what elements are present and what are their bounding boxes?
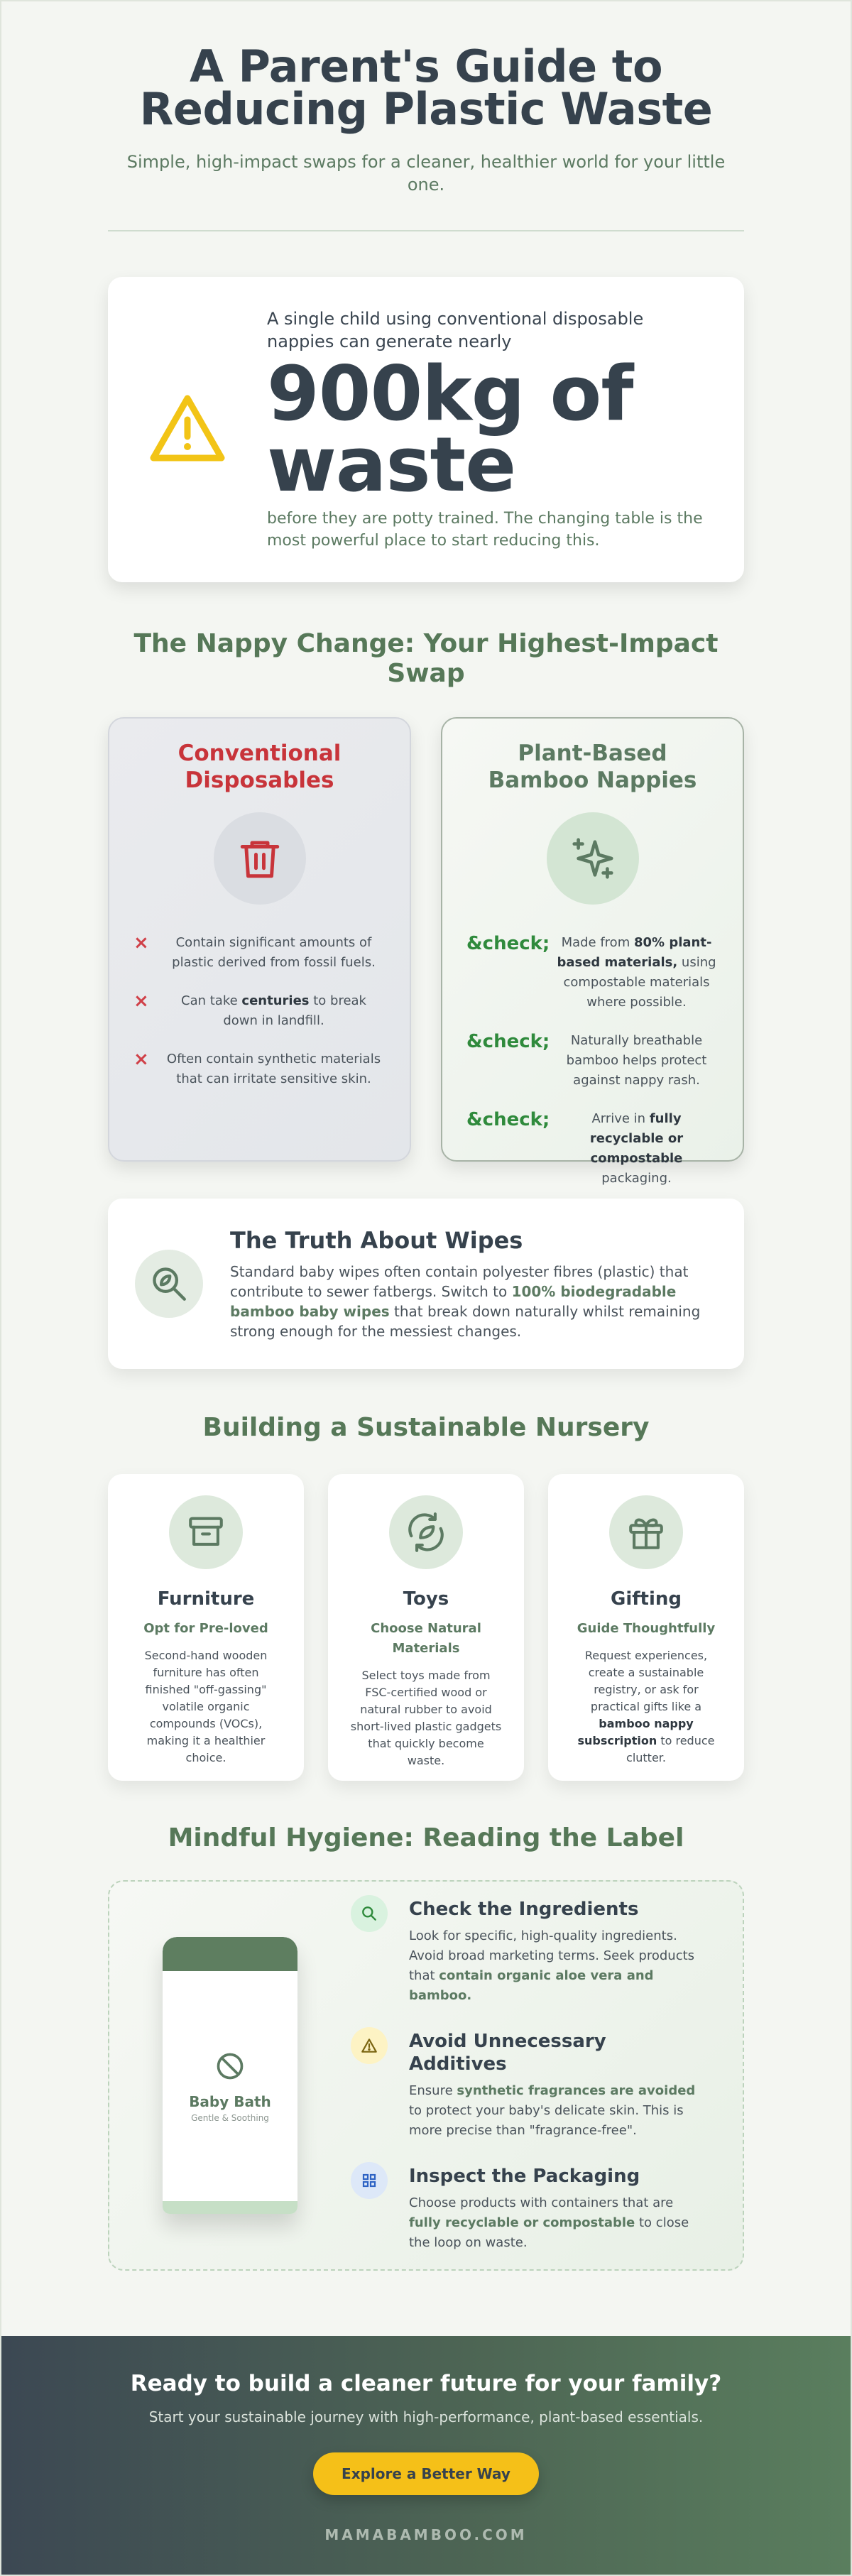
item-text: Contain significant amounts of plastic derived from fossil fuels. — [172, 935, 376, 970]
list-item — [466, 1031, 719, 1091]
wipes-text — [230, 1262, 704, 1341]
nursery-card-text — [569, 1647, 723, 1767]
item-text: Arrive in — [591, 1111, 650, 1126]
wipes-card — [108, 1199, 744, 1369]
bottle-base — [163, 2201, 297, 2214]
hygiene-text-part: Look for specific, high-quality ingredients. Avoid broad marketing terms. Seek products that — [409, 1928, 695, 1983]
hygiene-item-text — [409, 2081, 709, 2141]
bottle-label — [163, 2051, 297, 2123]
sparkle-icon — [547, 812, 639, 905]
bottle-name: Baby Bath — [189, 2093, 271, 2110]
stat-card — [108, 277, 744, 582]
nursery-card-subtitle: Opt for Pre-loved — [143, 1621, 268, 1636]
nursery-card-text — [349, 1667, 503, 1769]
nursery-text-part: Select toys made from FSC-certified wood or natural rubber to avoid short-lived plastic gadgets that quickly become waste. — [350, 1669, 502, 1767]
stat-figure-line-2: waste — [267, 421, 516, 508]
check-icon: &check; — [466, 1031, 550, 1052]
check-icon: &check; — [466, 933, 550, 954]
check-icon: &check; — [466, 1109, 550, 1130]
hero — [108, 1, 744, 231]
hygiene-item-title: Check the Ingredients — [409, 1899, 639, 1920]
no-symbol-icon — [163, 2051, 297, 2085]
nursery-card-subtitle: Guide Thoughtfully — [577, 1621, 716, 1636]
cross-icon: × — [133, 990, 149, 1012]
nursery-card-title: Furniture — [157, 1588, 255, 1610]
hygiene-item-text — [409, 1926, 709, 2006]
nursery-card-text — [129, 1647, 283, 1767]
hygiene-text-part: Choose products with containers that are — [409, 2195, 674, 2210]
bottle-subtitle: Gentle & Soothing — [191, 2113, 269, 2123]
nursery-emphasis: bamboo nappy subscription — [577, 1717, 694, 1747]
warning-icon — [148, 393, 227, 466]
magnifier-leaf-icon — [135, 1250, 203, 1318]
nursery-text-part: Request experiences, create a sustainable registry, or ask for practical gifts like a — [584, 1649, 708, 1713]
list-item — [351, 2165, 709, 2253]
hygiene-section-title: Mindful Hygiene: Reading the Label — [168, 1823, 684, 1852]
wipes-body — [230, 1226, 744, 1341]
footer-subtitle: Start your sustainable journey with high-performance, plant-based essentials. — [148, 2408, 704, 2425]
nursery-section-title: Building a Sustainable Nursery — [202, 1413, 650, 1442]
hygiene-text-part: to close the loop on waste. — [409, 2215, 689, 2250]
nursery-card-furniture — [108, 1474, 304, 1781]
footer-title: Ready to build a cleaner future for your family? — [130, 2371, 722, 2396]
nursery-card-toys — [328, 1474, 524, 1781]
list-item — [133, 1049, 386, 1089]
alert-triangle-icon — [351, 2027, 388, 2064]
item-emphasis: 80% plant-based materials, — [557, 935, 712, 970]
item-text: using compostable materials where possible. — [563, 955, 716, 1010]
hygiene-emphasis: contain organic aloe vera and bamboo. — [409, 1968, 654, 2003]
hygiene-item-title: Inspect the Packaging — [409, 2166, 640, 2187]
item-text: Naturally breathable bamboo helps protect against nappy rash. — [566, 1033, 707, 1088]
title-line-2: Reducing Plastic Waste — [139, 83, 713, 135]
nursery-card-gifting — [548, 1474, 744, 1781]
item-text: to break down in landfill. — [223, 993, 366, 1028]
nursery-cards — [108, 1474, 744, 1781]
stat-foot: before they are potty trained. The changing table is the most powerful place to start reducing this. — [267, 510, 703, 550]
item-emphasis: fully recyclable or compostable — [589, 1111, 684, 1166]
stat-figure — [267, 350, 704, 508]
bamboo-list — [466, 933, 719, 1189]
item-text: Often contain synthetic materials that can irritate sensitive skin. — [166, 1052, 381, 1086]
stat-body — [267, 307, 744, 552]
bottle-illustration — [109, 1937, 351, 2214]
stat-lead: A single child using conventional disposable nappies can generate nearly — [267, 309, 644, 351]
hygiene-item-text — [409, 2193, 709, 2253]
footer — [1, 2336, 851, 2575]
bottle — [163, 1937, 297, 2214]
archive-box-icon — [169, 1495, 243, 1569]
trash-icon — [214, 812, 306, 905]
hygiene-text-part: Ensure — [409, 2083, 457, 2098]
list-item — [351, 2030, 709, 2141]
title-line-1: A Parent's Guide to — [189, 40, 663, 92]
list-item — [133, 991, 386, 1031]
hygiene-panel — [108, 1880, 744, 2271]
wipes-text-part: that break down naturally whilst remaining strong enough for the messiest changes. — [230, 1303, 701, 1340]
conventional-title: Conventional Disposables — [178, 741, 342, 793]
nursery-card-subtitle: Choose Natural Materials — [371, 1621, 481, 1656]
hygiene-emphasis: fully recyclable or compostable — [409, 2215, 635, 2230]
list-item — [466, 1109, 719, 1189]
wipes-emphasis: 100% biodegradable bamboo baby wipes — [230, 1283, 677, 1320]
hygiene-item-title: Avoid Unnecessary Additives — [409, 2031, 606, 2075]
nursery-text-part: Second-hand wooden furniture has often finished "off-gassing" volatile organic compounds (VOCs), making it a healthier choice. — [144, 1649, 268, 1764]
conventional-card — [108, 717, 411, 1162]
hygiene-list — [351, 1898, 743, 2253]
brand-link[interactable]: MAMABAMBOO.COM — [324, 2526, 528, 2543]
item-text: Made from — [561, 935, 634, 950]
hygiene-item-body — [409, 2030, 709, 2141]
item-text: Can take — [181, 993, 242, 1008]
item-text: packaging. — [601, 1171, 672, 1186]
hygiene-emphasis: synthetic fragrances are avoided — [457, 2083, 696, 2098]
explore-button[interactable]: Explore a Better Way — [313, 2452, 539, 2495]
bamboo-card — [441, 717, 744, 1186]
wipes-title: The Truth About Wipes — [230, 1227, 523, 1254]
wipes-text-part: Standard baby wipes often contain polyester fibres (plastic) that contribute to sewer fatbergs. Switch to — [230, 1263, 689, 1300]
item-emphasis: centuries — [241, 993, 310, 1008]
list-item — [133, 933, 386, 973]
hygiene-item-body — [409, 1898, 709, 2006]
page-title — [108, 40, 744, 135]
conventional-list — [133, 933, 386, 1089]
search-icon — [351, 1895, 388, 1932]
bamboo-title: Plant-Based Bamboo Nappies — [488, 741, 697, 793]
stat-figure-line-1: 900kg of — [267, 350, 633, 437]
list-item — [351, 1898, 709, 2006]
list-item — [466, 933, 719, 1013]
bottle-cap — [163, 1937, 297, 1971]
grid-icon — [351, 2162, 388, 2199]
nappy-section-title: The Nappy Change: Your Highest-Impact Swap — [133, 629, 719, 688]
nursery-text-part: to reduce clutter. — [626, 1734, 715, 1764]
nursery-card-title: Gifting — [610, 1588, 682, 1610]
recycle-leaf-icon — [389, 1495, 463, 1569]
hygiene-item-body — [409, 2165, 709, 2253]
cross-icon: × — [133, 932, 149, 954]
header-divider — [108, 230, 744, 231]
page-subtitle: Simple, high-impact swaps for a cleaner, healthier world for your little one. — [126, 152, 726, 195]
cross-icon: × — [133, 1049, 149, 1070]
nursery-card-title: Toys — [403, 1588, 449, 1610]
nappy-comparison — [108, 717, 744, 1186]
main-container — [108, 1, 744, 2271]
gift-icon — [609, 1495, 683, 1569]
hygiene-text-part: to protect your baby's delicate skin. This is more precise than "fragrance-free". — [409, 2103, 684, 2138]
